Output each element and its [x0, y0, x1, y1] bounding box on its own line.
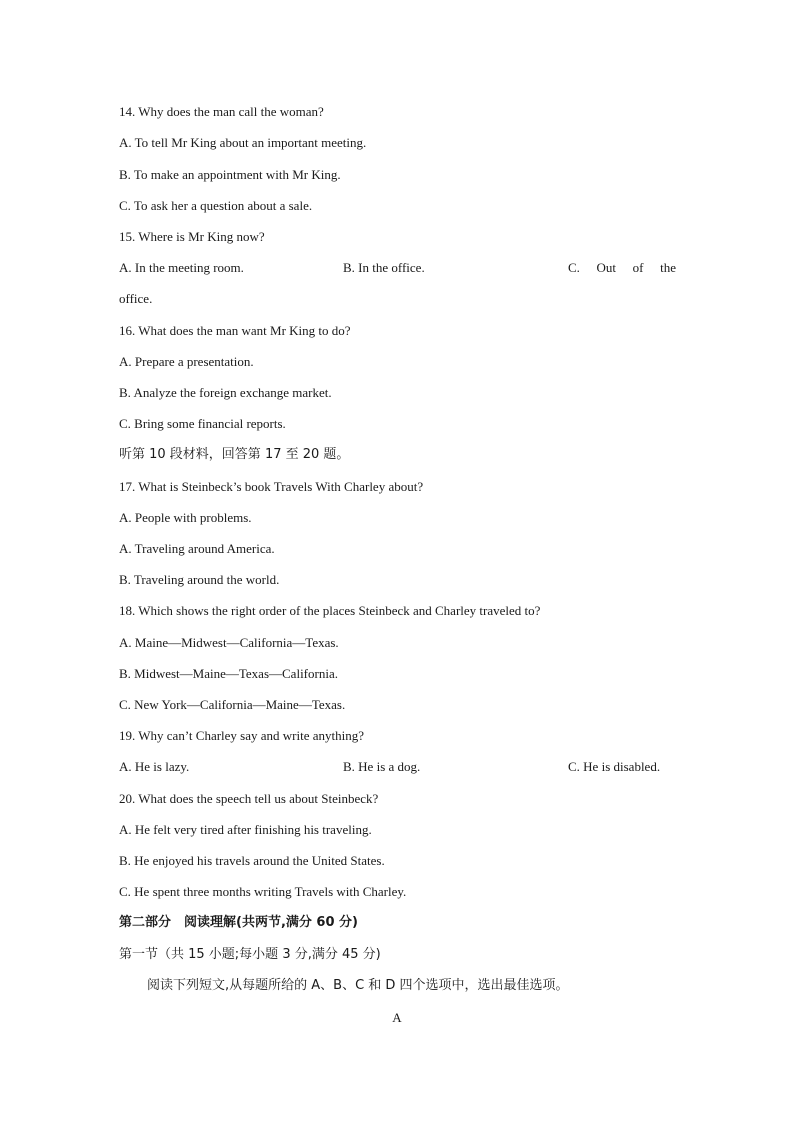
option-18-b: B. Midwest—Maine—Texas—California.: [119, 666, 338, 681]
option-20-c: C. He spent three months writing Travels with Charley.: [119, 884, 407, 899]
option-19-c: C. He is disabled.: [568, 759, 661, 774]
option-17-a: A. People with problems.: [119, 510, 252, 525]
option-15-a: A. In the meeting room.: [119, 260, 244, 275]
question-16: 16. What does the man want Mr King to do?: [119, 323, 351, 338]
question-19: 19. Why can’t Charley say and write anything?: [119, 728, 365, 743]
option-20-b: B. He enjoyed his travels around the United States.: [119, 853, 385, 868]
question-15: 15. Where is Mr King now?: [119, 229, 265, 244]
question-20: 20. What does the speech tell us about Steinbeck?: [119, 791, 379, 806]
option-15-c-continued: office.: [119, 291, 153, 306]
question-18: 18. Which shows the right order of the places Steinbeck and Charley traveled to?: [119, 603, 541, 618]
option-18-c: C. New York—California—Maine—Texas.: [119, 697, 346, 712]
option-15-c-word: C.: [568, 260, 580, 275]
option-18-a: A. Maine—Midwest—California—Texas.: [119, 635, 339, 650]
option-14-b: B. To make an appointment with Mr King.: [119, 167, 341, 182]
option-16-c: C. Bring some financial reports.: [119, 416, 286, 431]
listening-instruction: 听第 10 段材料，回答第 17 至 20 题。: [119, 447, 350, 462]
option-14-a: A. To tell Mr King about an important meeting.: [119, 135, 367, 150]
section-one-heading: 第一节（共 15 小题;每小题 3 分,满分 45 分): [119, 947, 381, 962]
question-14: 14. Why does the man call the woman?: [119, 104, 324, 119]
question-17: 17. What is Steinbeck’s book Travels With Charley about?: [119, 479, 424, 494]
option-15-c-word: of: [632, 260, 644, 275]
option-19-a: A. He is lazy.: [119, 759, 190, 774]
reading-instruction: 阅读下列短文,从每题所给的 A、B、C 和 D 四个选项中，选出最佳选项。: [147, 978, 569, 993]
option-19-b: B. He is a dog.: [343, 759, 421, 774]
option-17-b: B. Traveling around the world.: [119, 572, 280, 587]
option-15-c: [568, 260, 676, 276]
option-20-a: A. He felt very tired after finishing his traveling.: [119, 822, 372, 837]
option-14-c: C. To ask her a question about a sale.: [119, 198, 313, 213]
option-16-b: B. Analyze the foreign exchange market.: [119, 385, 332, 400]
option-15-b: B. In the office.: [343, 260, 425, 275]
option-16-a: A. Prepare a presentation.: [119, 354, 254, 369]
option-15-c-word: Out: [596, 260, 617, 275]
option-15-c-word: the: [660, 260, 676, 275]
part-two-heading: 第二部分 阅读理解(共两节,满分 60 分): [119, 915, 358, 930]
option-17-a2: A. Traveling around America.: [119, 541, 275, 556]
passage-label: A: [392, 1010, 402, 1025]
